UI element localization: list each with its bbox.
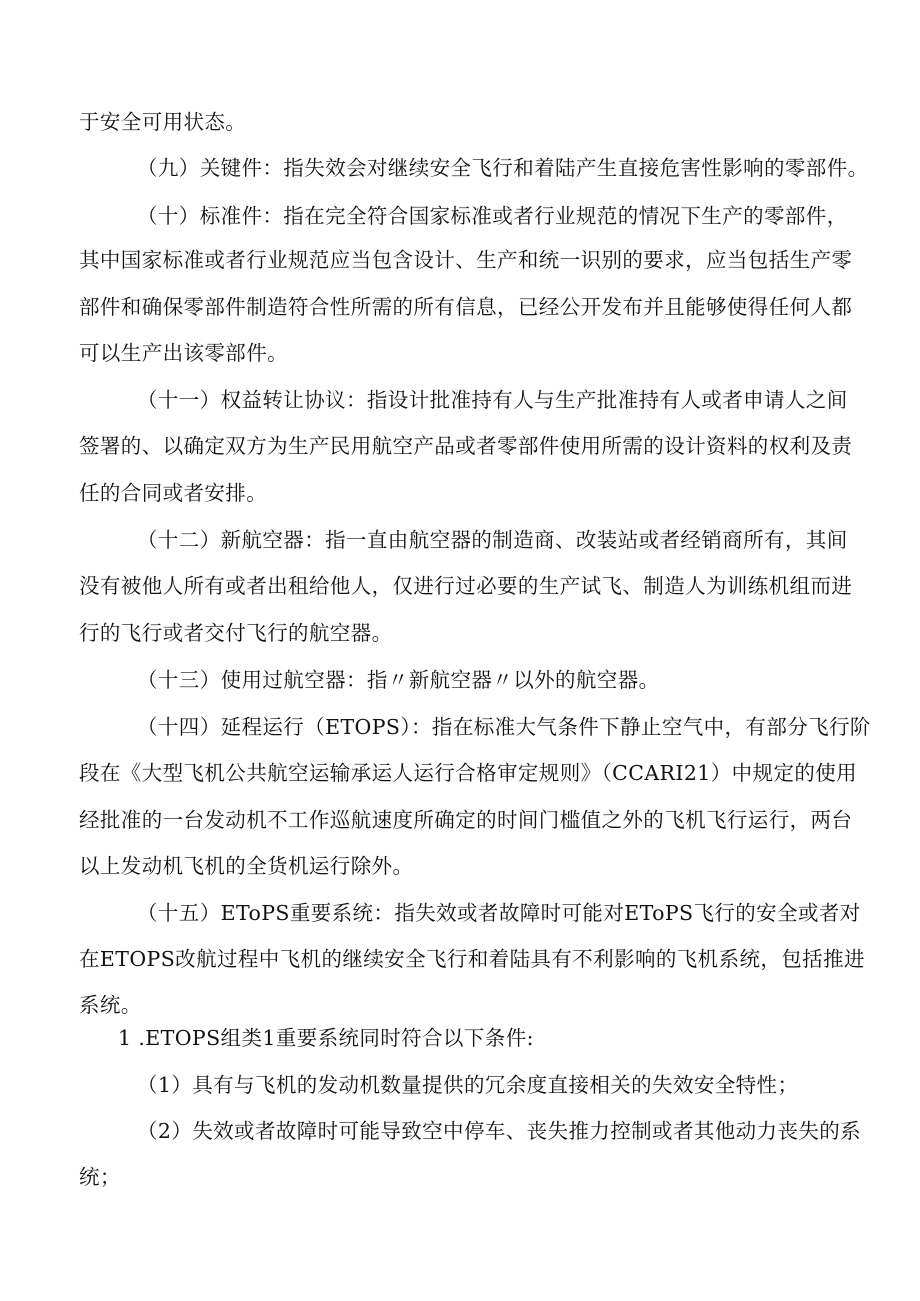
text-line: 统； [79,1165,121,1189]
text-line: 系统。 [79,993,142,1017]
text-line: 部件和确保零部件制造符合性所需的所有信息，已经公开发布并且能够使得任何人都 [79,295,853,319]
text-line: 其中国家标准或者行业规范应当包含设计、生产和统一识别的要求，应当包括生产零 [79,248,853,272]
text-line: 以上发动机飞机的全货机运行除外。 [79,854,414,878]
text-line: 1 .ETOPS组类1重要系统同时符合以下条件: [118,1026,534,1050]
text-line: 经批准的一台发动机不工作巡航速度所确定的时间门槛值之外的飞机飞行运行，两台 [79,808,853,832]
text-line: （1）具有与飞机的发动机数量提供的冗余度直接相关的失效安全特性； [137,1073,799,1097]
text-line: 任的合同或者安排。 [79,481,268,505]
text-line: （十三）使用过航空器：指〃新航空器〃以外的航空器。 [137,668,660,692]
text-line: 可以生产出该零部件。 [79,341,288,365]
text-line: 签署的、以确定双方为生产民用航空产品或者零部件使用所需的设计资料的权利及责 [79,434,853,458]
text-line: 在ETOPS改航过程中飞机的继续安全飞行和着陆具有不利影响的飞机系统，包括推进 [79,947,865,971]
text-line: 没有被他人所有或者出租给他人，仅进行过必要的生产试飞、制造人为训练机组而进 [79,574,853,598]
text-line: （十二）新航空器：指一直由航空器的制造商、改装站或者经销商所有，其间 [137,528,848,552]
text-line: （十四）延程运行（ETOPS）：指在标准大气条件下静止空气中，有部分飞行阶 [137,715,871,739]
text-line: （十一）权益转让协议：指设计批准持有人与生产批准持有人或者申请人之间 [137,388,848,412]
text-line: （十五）EToPS重要系统：指失效或者故障时可能对EToPS飞行的安全或者对 [137,901,861,925]
text-line: 行的飞行或者交付飞行的航空器。 [79,621,393,645]
text-line: 段在《大型飞机公共航空运输承运人运行合格审定规则》（CCARI21）中规定的使用 [79,761,858,785]
text-line: （2）失效或者故障时可能导致空中停车、丧失推力控制或者其他动力丧失的系 [137,1119,862,1143]
text-line: （九）关键件：指失效会对继续安全飞行和着陆产生直接危害性影响的零部件。 [137,156,869,180]
text-line: （十）标准件：指在完全符合国家标准或者行业规范的情况下生产的零部件， [137,204,848,228]
text-line: 于安全可用状态。 [79,110,247,134]
